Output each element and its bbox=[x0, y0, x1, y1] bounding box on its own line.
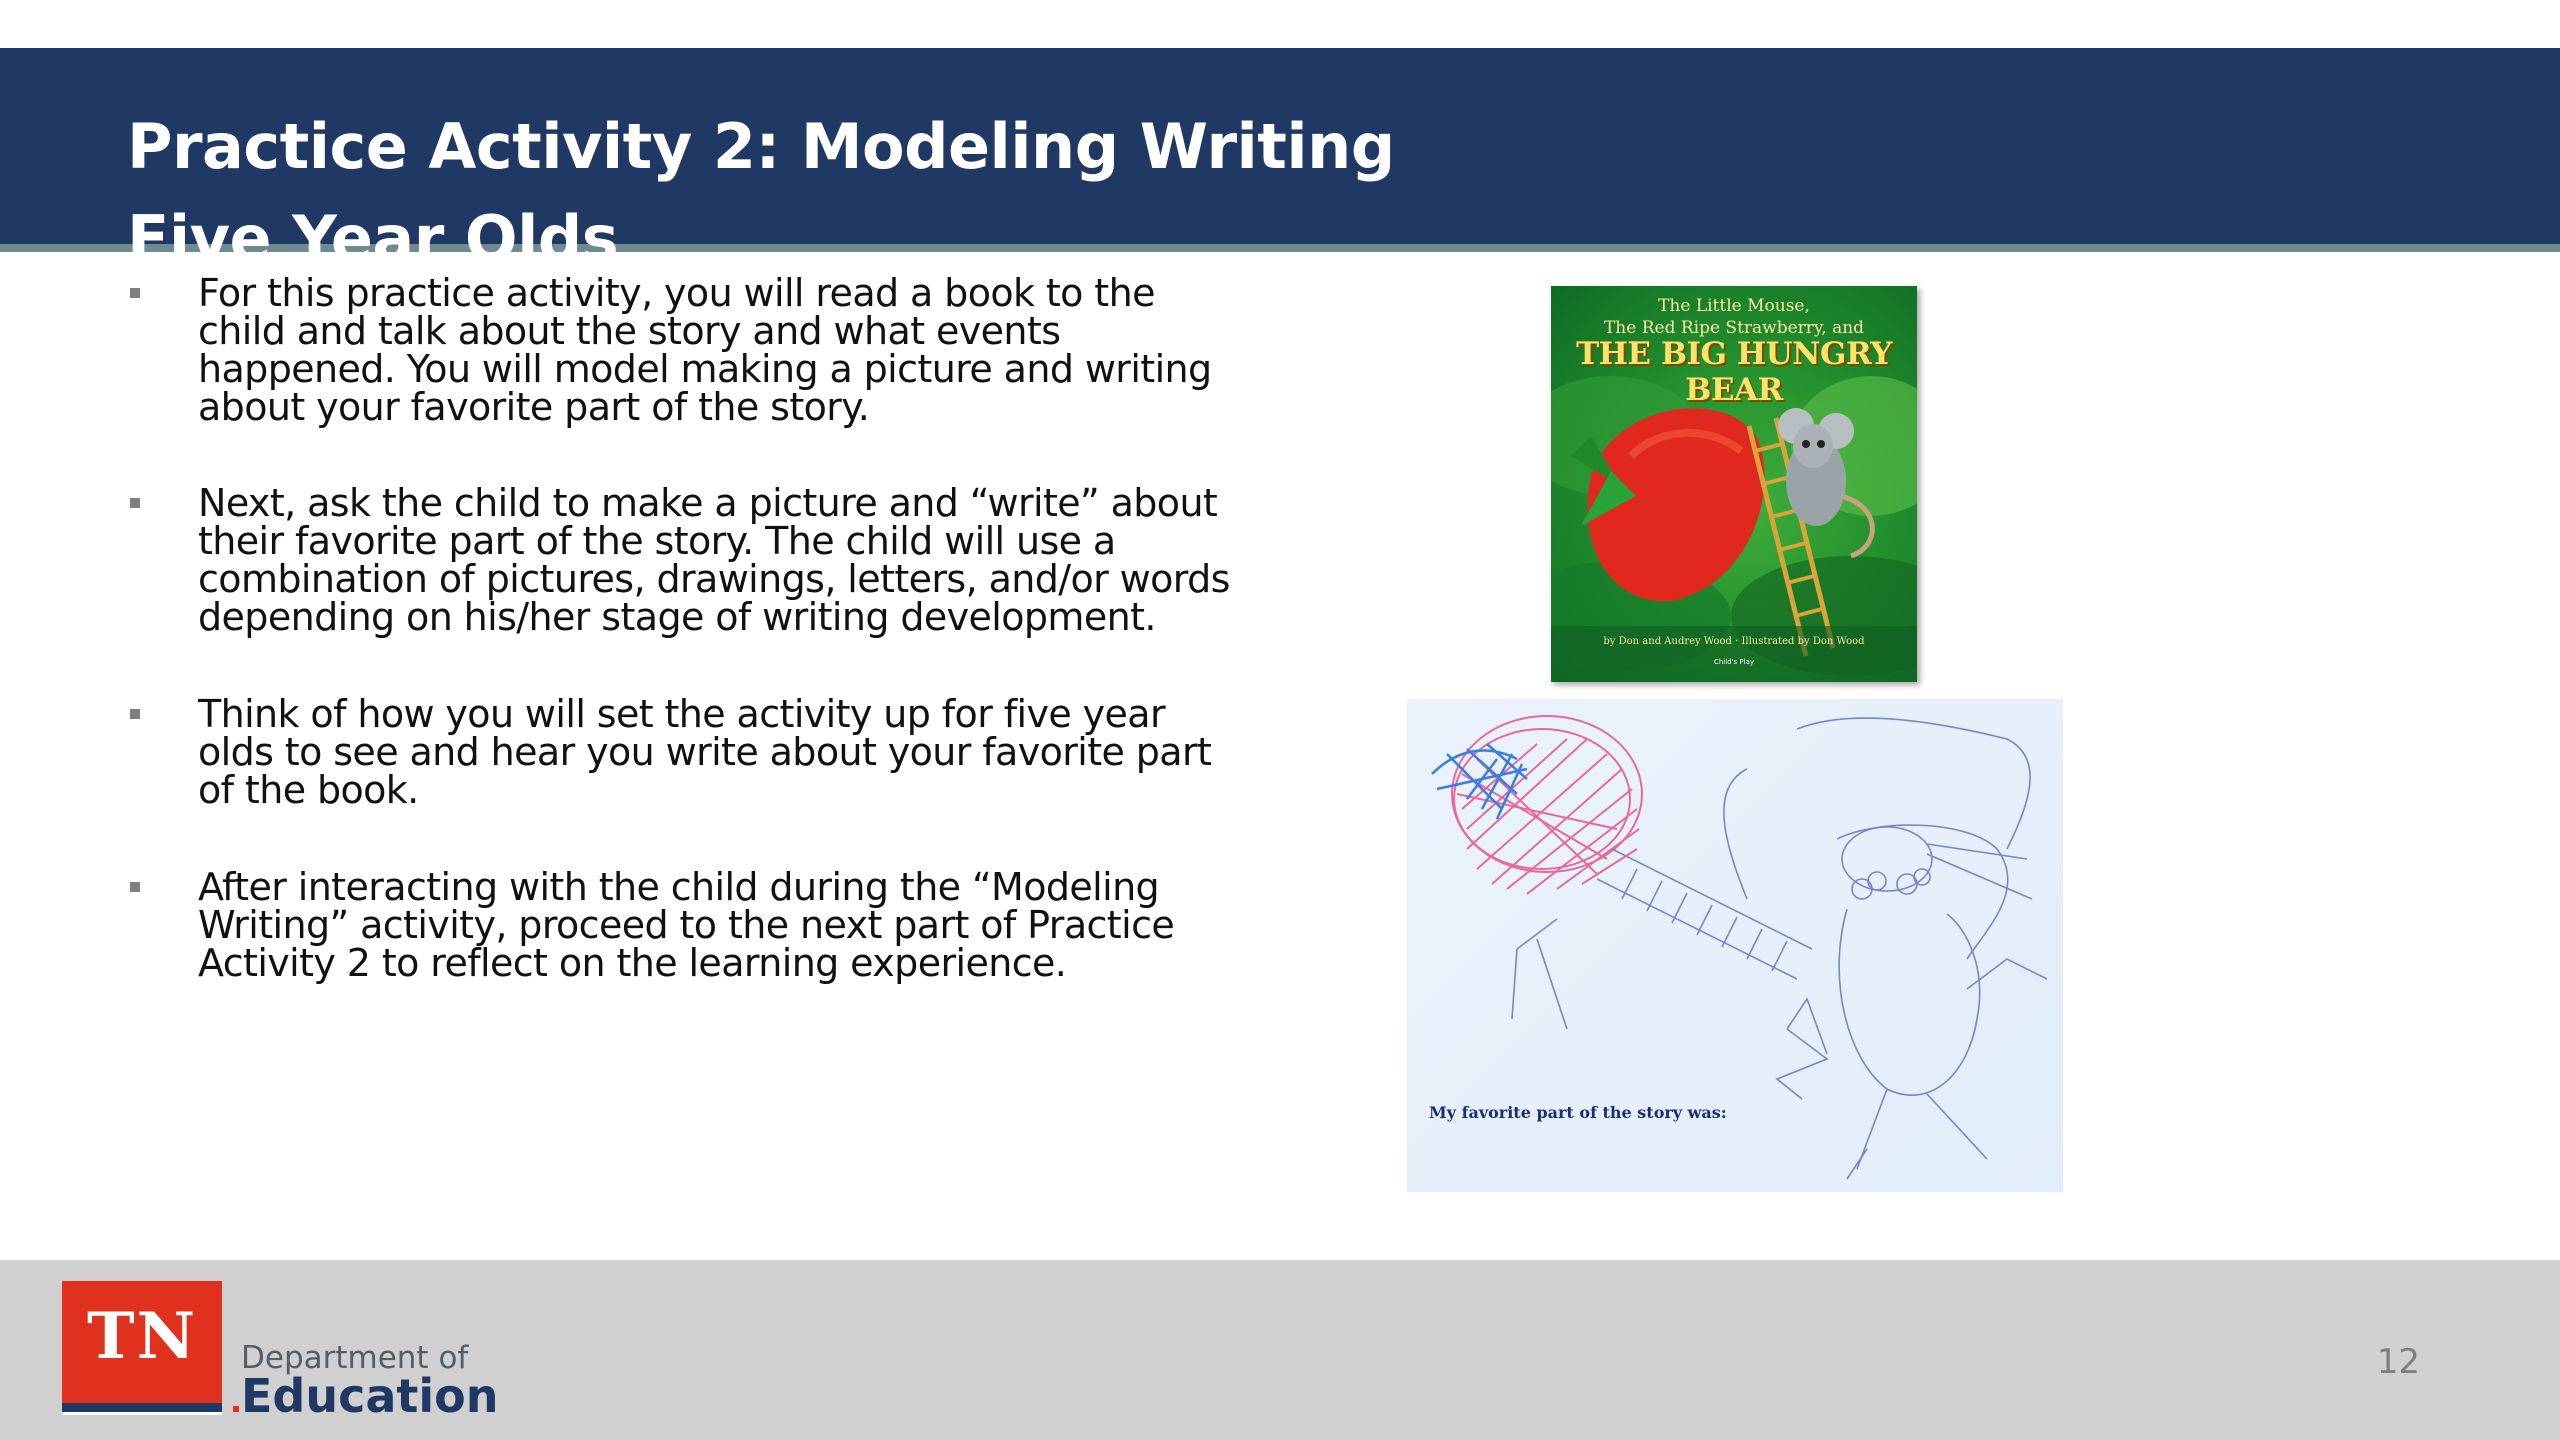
book-subtitle-line: The Little Mouse, bbox=[1658, 296, 1810, 316]
bullet-square-icon bbox=[130, 709, 140, 719]
book-publisher: Child's Play bbox=[1713, 658, 1755, 666]
bullet-square-icon bbox=[130, 882, 140, 892]
drawing-caption: My favorite part of the story was: bbox=[1429, 1103, 1727, 1122]
slide-number: 12 bbox=[2376, 1342, 2420, 1382]
bullet-text: For this practice activity, you will read a book to the child and talk about the story and what events happened. You will model making a picture and writing about your favorite part of the story. bbox=[198, 271, 1212, 429]
tn-logo bbox=[62, 1281, 222, 1403]
book-cover-image bbox=[1551, 286, 1917, 682]
book-title: THE BIG HUNGRY BEAR bbox=[1576, 336, 1892, 408]
slide-subtitle: Five Year Olds bbox=[127, 202, 619, 275]
bullet-square-icon bbox=[130, 288, 140, 298]
logo-underline bbox=[62, 1403, 222, 1412]
bullet-text: After interacting with the child during the “Modeling Writing” activity, proceed to the next part of Practice Activity 2 to reflect on the learning experience. bbox=[198, 865, 1175, 985]
book-subtitle-line: The Red Ripe Strawberry, and bbox=[1603, 318, 1865, 338]
logo-dot bbox=[233, 1406, 239, 1412]
bullet-text: Next, ask the child to make a picture and “write” about their favorite part of the story. The child will use a combination of pictures, drawings, letters, and/or words depending on his/her stage of writing development. bbox=[198, 481, 1230, 639]
bullet-square-icon bbox=[130, 498, 140, 508]
footer-bar bbox=[0, 1260, 2560, 1440]
slide-title: Practice Activity 2: Modeling Writing bbox=[127, 110, 1395, 183]
bullet-text: Think of how you will set the activity up for five year olds to see and hear you write about your favorite part of the book. bbox=[198, 692, 1212, 812]
tn-logo-text: TN bbox=[86, 1299, 198, 1374]
education-label: Education bbox=[241, 1369, 499, 1423]
book-credit: by Don and Audrey Wood · Illustrated by Don Wood bbox=[1603, 636, 1865, 647]
title-bar bbox=[0, 48, 2560, 275]
logo-underline-white bbox=[62, 1412, 222, 1415]
child-drawing-image bbox=[1407, 699, 2063, 1192]
department-label: Department of bbox=[241, 1340, 469, 1376]
